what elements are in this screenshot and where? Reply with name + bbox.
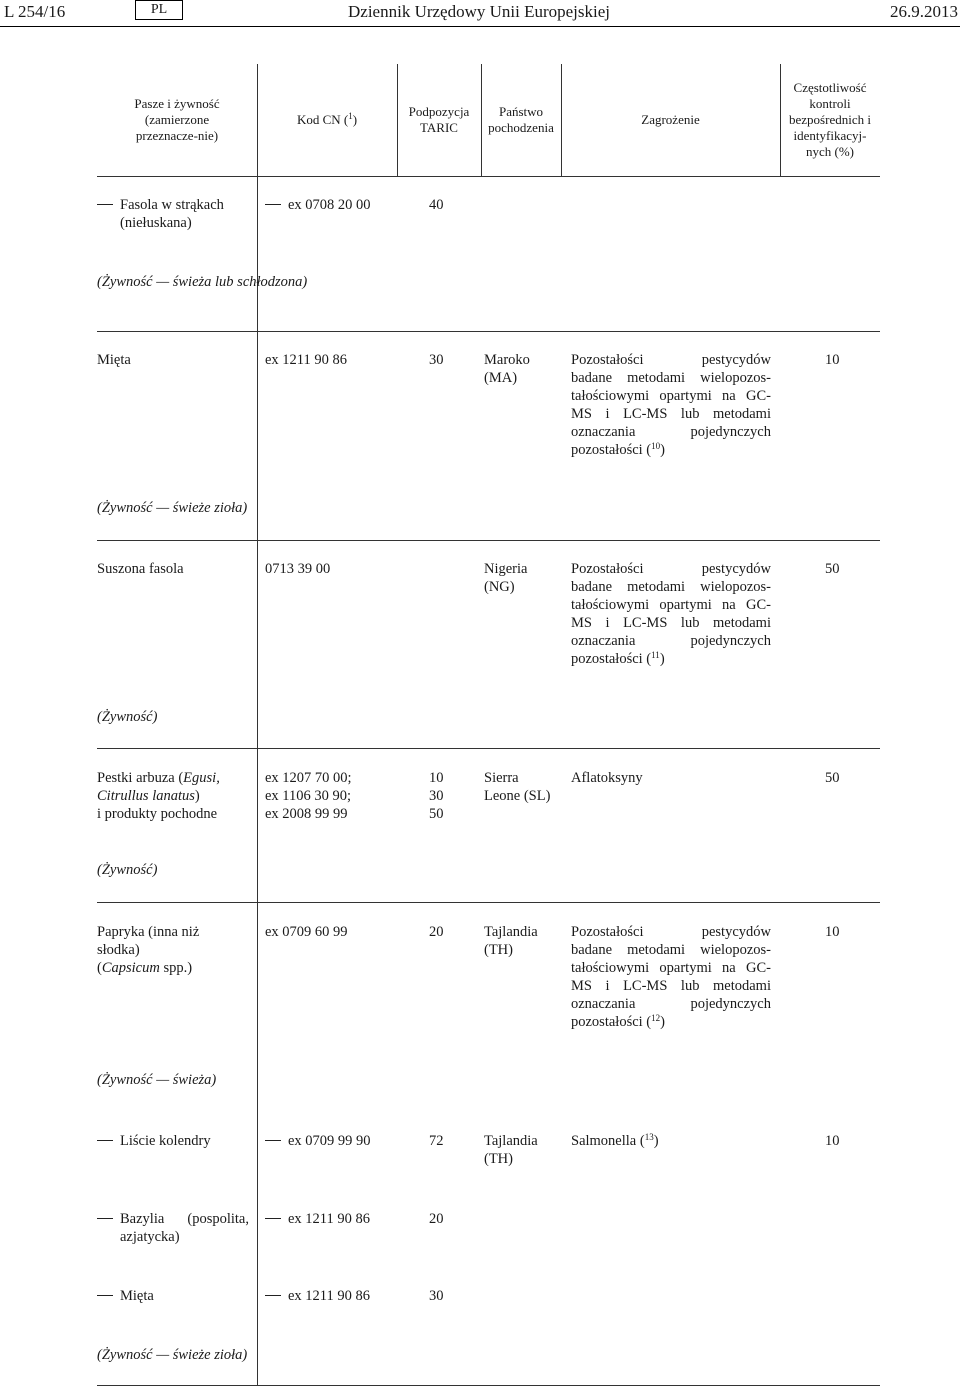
header-rule (0, 26, 960, 27)
column-header-label: Zagrożenie (641, 112, 700, 127)
product-line: Papryka (inna niż (97, 924, 200, 940)
page-header (0, 0, 960, 28)
check-frequency: 50 (825, 561, 840, 577)
dash-marker (265, 1140, 281, 1141)
country-origin (484, 1132, 538, 1168)
cn-code (265, 1132, 371, 1150)
product-line: (Capsicum spp.) (97, 960, 193, 976)
product-line (97, 1210, 249, 1228)
cn-code: ex 1211 90 86 (265, 352, 348, 368)
journal-title: Dziennik Urzędowy Unii Europejskiej (348, 2, 611, 21)
table-row (97, 196, 224, 232)
country-origin (484, 560, 527, 596)
hazard-line: MS i LC-MS lub metodami (571, 406, 771, 422)
product-line: słodka) (97, 942, 140, 958)
product-line: Citrullus lanatus) (97, 788, 200, 804)
column-header-label: Kod CN ($^1$) (296, 110, 358, 127)
page-reference: L 254/16 (4, 2, 66, 21)
taric-code: 20 (429, 924, 444, 940)
hazard-line: oznaczania pojedynczych (571, 996, 771, 1012)
taric-line: 50 (429, 806, 444, 822)
hazard-line: pozostałości ($^{12}$) (571, 1013, 665, 1030)
country-line: Leone (SL) (484, 788, 551, 804)
product-name: Suszona fasola (97, 561, 184, 577)
country-line: (MA) (484, 370, 518, 386)
product-line: i produkty pochodne (97, 806, 218, 822)
hazard-line: MS i LC-MS lub metodami (571, 615, 771, 631)
taric-code: 40 (429, 197, 444, 213)
check-frequency: 10 (825, 1133, 840, 1149)
country-line: Tajlandia (484, 1133, 538, 1149)
country-line: Sierra (484, 770, 519, 786)
check-frequency: 10 (825, 924, 840, 940)
hazard-line: badane metodami wielopozos- (571, 370, 771, 386)
row-note: (Żywność — świeże zioła) (97, 1347, 248, 1363)
hazard-line: tałościowymi opartymi na GC- (571, 388, 771, 404)
row-divider (97, 176, 880, 177)
product-name: Mięta (97, 352, 131, 368)
taric-code: 30 (429, 352, 444, 368)
row-note: (Żywność) (97, 709, 158, 725)
product-name (97, 769, 220, 823)
dash-marker (97, 1140, 113, 1141)
taric-line: 10 (429, 770, 444, 786)
dash-marker (97, 1295, 113, 1296)
cn-line: ex 2008 99 99 (265, 806, 348, 822)
column-header-frequency (780, 64, 880, 176)
hazard-line: tałościowymi opartymi na GC- (571, 960, 771, 976)
hazard-line: tałościowymi opartymi na GC- (571, 597, 771, 613)
column-header-cn-code (257, 64, 397, 176)
product-line: Pestki arbuza (Egusi, (97, 770, 220, 786)
cn-line: ex 0709 99 90 (288, 1133, 371, 1149)
cn-line: ex 1211 90 86 (288, 1211, 371, 1227)
dash-marker (265, 204, 281, 205)
row-divider (97, 331, 880, 332)
hazard-text (571, 923, 771, 1032)
cn-line: ex 1211 90 86 (288, 1288, 371, 1304)
column-header-hazard (561, 64, 780, 176)
hazard-line: MS i LC-MS lub metodami (571, 978, 771, 994)
column-header-label: Podpozycja TARIC (408, 104, 470, 135)
dash-marker (265, 1218, 281, 1219)
hazard-text: Aflatoksyny (571, 770, 643, 786)
column-header-feed-food (97, 64, 257, 176)
publication-date: 26.9.2013 (890, 2, 958, 21)
column-header-country (481, 64, 561, 176)
cn-code (265, 769, 352, 823)
row-divider (97, 902, 880, 903)
product-line: Fasola w strąkach (120, 197, 224, 213)
row-note: (Żywność — świeże zioła) (97, 500, 248, 516)
hazard-line: pozostałości ($^{11}$) (571, 650, 665, 667)
hazard-text (571, 351, 771, 460)
row-note: (Żywność — świeża lub schłodzona) (97, 274, 308, 290)
hazard-line: Pozostałości pestycydów (571, 924, 771, 940)
hazard-line: Pozostałości pestycydów (571, 561, 771, 577)
column-header-label: Państwo pochodzenia (488, 104, 554, 135)
cn-line: ex 1207 70 00; (265, 770, 352, 786)
product-name (97, 1210, 249, 1246)
product-line: (niełuskana) (120, 215, 192, 231)
cn-line: ex 0708 20 00 (288, 197, 371, 213)
cn-code: 0713 39 00 (265, 561, 331, 577)
taric-code: 30 (429, 1288, 444, 1304)
product-name (97, 923, 199, 977)
country-origin (484, 923, 538, 959)
country-line: (NG) (484, 579, 515, 595)
country-line: (TH) (484, 942, 513, 958)
language-box: PL (135, 0, 183, 20)
product-line: azjatycka) (120, 1229, 180, 1245)
row-note: (Żywność — świeża) (97, 1072, 217, 1088)
hazard-line: pozostałości ($^{10}$) (571, 441, 665, 458)
country-line: Maroko (484, 352, 530, 368)
hazard-line: oznaczania pojedynczych (571, 424, 771, 440)
product-name (97, 1132, 211, 1150)
check-frequency: 10 (825, 352, 840, 368)
country-origin (484, 769, 550, 805)
dash-marker (265, 1295, 281, 1296)
column-divider (257, 64, 258, 1386)
row-note: (Żywność) (97, 862, 158, 878)
product-name (97, 1287, 154, 1305)
column-header-label: Pasze i żywność (zamierzone przeznacze-nie) (134, 96, 220, 143)
product-name (97, 196, 224, 214)
country-line: Nigeria (484, 561, 528, 577)
hazard-text (571, 560, 771, 669)
cn-line: ex 1106 30 90; (265, 788, 352, 804)
hazard-line: oznaczania pojedynczych (571, 633, 771, 649)
check-frequency: 50 (825, 770, 840, 786)
column-header-taric (397, 64, 481, 176)
product-line: Mięta (120, 1288, 154, 1304)
row-divider (97, 748, 880, 749)
dash-marker (97, 1218, 113, 1219)
cn-code (265, 196, 371, 214)
hazard-line: badane metodami wielopozos- (571, 942, 771, 958)
taric-code: 72 (429, 1133, 444, 1149)
hazard-line: Pozostałości pestycydów (571, 352, 771, 368)
dash-marker (97, 204, 113, 205)
cn-code: ex 0709 60 99 (265, 924, 348, 940)
product-line-text: Bazylia (pospolita, (120, 1211, 249, 1227)
taric-line: 30 (429, 788, 444, 804)
cn-code (265, 1210, 370, 1228)
row-divider (97, 540, 880, 541)
country-line: Tajlandia (484, 924, 538, 940)
taric-code (429, 769, 444, 823)
product-line: Liście kolendry (120, 1133, 211, 1149)
hazard-line: badane metodami wielopozos- (571, 579, 771, 595)
hazard-text: Salmonella ($^{13}$) (571, 1132, 659, 1149)
taric-code: 20 (429, 1211, 444, 1227)
country-origin (484, 351, 530, 387)
column-header-label: Częstotliwość kontroli bezpośrednich i identyfikacyj-nych (%) (789, 80, 871, 159)
cn-code (265, 1287, 370, 1305)
country-line: (TH) (484, 1151, 513, 1167)
